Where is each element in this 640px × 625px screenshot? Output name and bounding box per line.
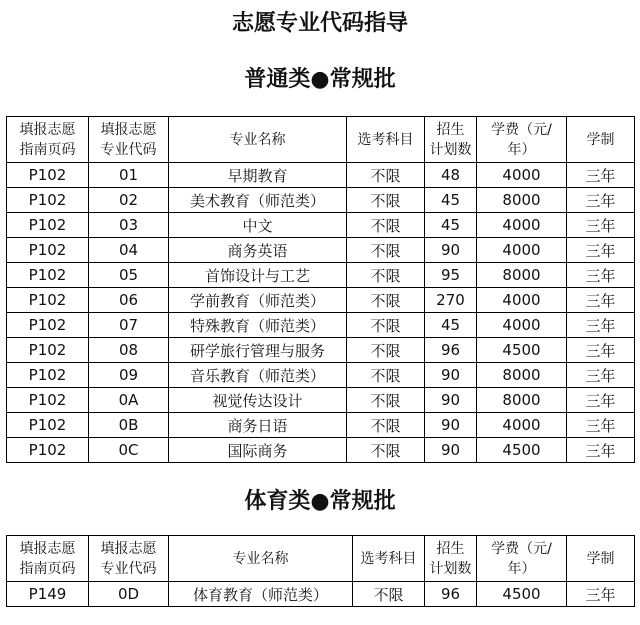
- cell-guide-page: P102: [7, 263, 89, 288]
- cell-fee: 4500: [477, 582, 567, 607]
- table-row: [7, 582, 635, 607]
- cell-fee: 8000: [477, 363, 567, 388]
- cell-subject: 不限: [347, 388, 425, 413]
- cell-plan: 90: [425, 388, 477, 413]
- cell-years: 三年: [567, 263, 635, 288]
- table-row: [7, 188, 635, 213]
- cell-years: 三年: [567, 288, 635, 313]
- cell-guide-page: P102: [7, 338, 89, 363]
- cell-subject: 不限: [347, 413, 425, 438]
- cell-major-code: 03: [89, 213, 169, 238]
- header-guide-page: 填报志愿 指南页码: [7, 117, 89, 163]
- header-guide-page: 填报志愿 指南页码: [7, 536, 89, 582]
- cell-subject: 不限: [347, 263, 425, 288]
- cell-guide-page: P102: [7, 188, 89, 213]
- table-row: [7, 313, 635, 338]
- cell-major-code: 08: [89, 338, 169, 363]
- cell-major-name: 研学旅行管理与服务: [169, 338, 347, 363]
- cell-major-name: 美术教育（师范类）: [169, 188, 347, 213]
- cell-plan: 48: [425, 163, 477, 188]
- cell-major-code: 09: [89, 363, 169, 388]
- cell-major-code: 07: [89, 313, 169, 338]
- cell-years: 三年: [567, 238, 635, 263]
- cell-years: 三年: [567, 413, 635, 438]
- cell-fee: 8000: [477, 388, 567, 413]
- header-subject: 选考科目: [353, 536, 425, 582]
- table-row: [7, 263, 635, 288]
- cell-major-code: 05: [89, 263, 169, 288]
- table-row: [7, 288, 635, 313]
- cell-guide-page: P102: [7, 213, 89, 238]
- cell-years: 三年: [567, 188, 635, 213]
- cell-guide-page: P149: [7, 582, 89, 607]
- cell-major-name: 商务日语: [169, 413, 347, 438]
- cell-guide-page: P102: [7, 313, 89, 338]
- cell-plan: 90: [425, 238, 477, 263]
- cell-fee: 8000: [477, 188, 567, 213]
- cell-guide-page: P102: [7, 363, 89, 388]
- cell-major-name: 音乐教育（师范类）: [169, 363, 347, 388]
- cell-years: 三年: [567, 338, 635, 363]
- cell-major-name: 早期教育: [169, 163, 347, 188]
- cell-fee: 4000: [477, 213, 567, 238]
- cell-major-code: 0C: [89, 438, 169, 463]
- section-title-regular: 普通类●常规批: [244, 67, 396, 92]
- table-row: [7, 338, 635, 363]
- table-header-row: [7, 117, 635, 163]
- cell-major-code: 02: [89, 188, 169, 213]
- cell-subject: 不限: [347, 213, 425, 238]
- cell-guide-page: P102: [7, 288, 89, 313]
- cell-major-name: 国际商务: [169, 438, 347, 463]
- cell-guide-page: P102: [7, 388, 89, 413]
- header-major-name: 专业名称: [169, 117, 347, 163]
- cell-major-code: 01: [89, 163, 169, 188]
- header-plan: 招生 计划数: [425, 117, 477, 163]
- table-row: [7, 363, 635, 388]
- cell-years: 三年: [567, 438, 635, 463]
- section-title-sports: 体育类●常规批: [244, 489, 396, 514]
- header-subject: 选考科目: [347, 117, 425, 163]
- cell-plan: 45: [425, 213, 477, 238]
- cell-years: 三年: [567, 388, 635, 413]
- table-row: [7, 388, 635, 413]
- cell-subject: 不限: [347, 163, 425, 188]
- cell-major-code: 06: [89, 288, 169, 313]
- cell-years: 三年: [567, 313, 635, 338]
- cell-major-name: 体育教育（师范类）: [169, 582, 353, 607]
- cell-plan: 45: [425, 313, 477, 338]
- cell-fee: 4500: [477, 338, 567, 363]
- cell-fee: 4000: [477, 313, 567, 338]
- cell-major-code: 0B: [89, 413, 169, 438]
- cell-major-name: 学前教育（师范类）: [169, 288, 347, 313]
- cell-plan: 90: [425, 438, 477, 463]
- cell-major-code: 04: [89, 238, 169, 263]
- document-title: 志愿专业代码指导: [231, 11, 408, 36]
- cell-plan: 96: [425, 582, 477, 607]
- cell-guide-page: P102: [7, 238, 89, 263]
- cell-major-name: 中文: [169, 213, 347, 238]
- table-header-row: [7, 536, 635, 582]
- cell-plan: 96: [425, 338, 477, 363]
- cell-years: 三年: [567, 363, 635, 388]
- cell-plan: 45: [425, 188, 477, 213]
- table-row: [7, 213, 635, 238]
- header-years: 学制: [567, 117, 635, 163]
- cell-subject: 不限: [347, 438, 425, 463]
- major-table-sports: [6, 535, 635, 607]
- table-row: [7, 163, 635, 188]
- header-major-name: 专业名称: [169, 536, 353, 582]
- cell-fee: 4000: [477, 238, 567, 263]
- cell-plan: 90: [425, 363, 477, 388]
- cell-subject: 不限: [353, 582, 425, 607]
- major-table-regular: [6, 116, 635, 463]
- cell-years: 三年: [567, 582, 635, 607]
- cell-subject: 不限: [347, 363, 425, 388]
- cell-subject: 不限: [347, 338, 425, 363]
- cell-fee: 4500: [477, 438, 567, 463]
- header-years: 学制: [567, 536, 635, 582]
- header-major-code: 填报志愿 专业代码: [89, 117, 169, 163]
- cell-guide-page: P102: [7, 163, 89, 188]
- cell-subject: 不限: [347, 313, 425, 338]
- cell-plan: 95: [425, 263, 477, 288]
- cell-major-name: 首饰设计与工艺: [169, 263, 347, 288]
- cell-fee: 4000: [477, 163, 567, 188]
- cell-years: 三年: [567, 213, 635, 238]
- cell-major-name: 商务英语: [169, 238, 347, 263]
- header-plan: 招生 计划数: [425, 536, 477, 582]
- cell-major-name: 视觉传达设计: [169, 388, 347, 413]
- cell-fee: 4000: [477, 288, 567, 313]
- table-row: [7, 438, 635, 463]
- cell-guide-page: P102: [7, 413, 89, 438]
- header-fee: 学费（元/ 年）: [477, 536, 567, 582]
- cell-plan: 90: [425, 413, 477, 438]
- cell-subject: 不限: [347, 188, 425, 213]
- cell-fee: 8000: [477, 263, 567, 288]
- cell-years: 三年: [567, 163, 635, 188]
- cell-guide-page: P102: [7, 438, 89, 463]
- cell-plan: 270: [425, 288, 477, 313]
- table-row: [7, 238, 635, 263]
- cell-subject: 不限: [347, 238, 425, 263]
- cell-subject: 不限: [347, 288, 425, 313]
- header-fee: 学费（元/ 年）: [477, 117, 567, 163]
- header-major-code: 填报志愿 专业代码: [89, 536, 169, 582]
- cell-fee: 4000: [477, 413, 567, 438]
- table-row: [7, 413, 635, 438]
- cell-major-name: 特殊教育（师范类）: [169, 313, 347, 338]
- cell-major-code: 0D: [89, 582, 169, 607]
- cell-major-code: 0A: [89, 388, 169, 413]
